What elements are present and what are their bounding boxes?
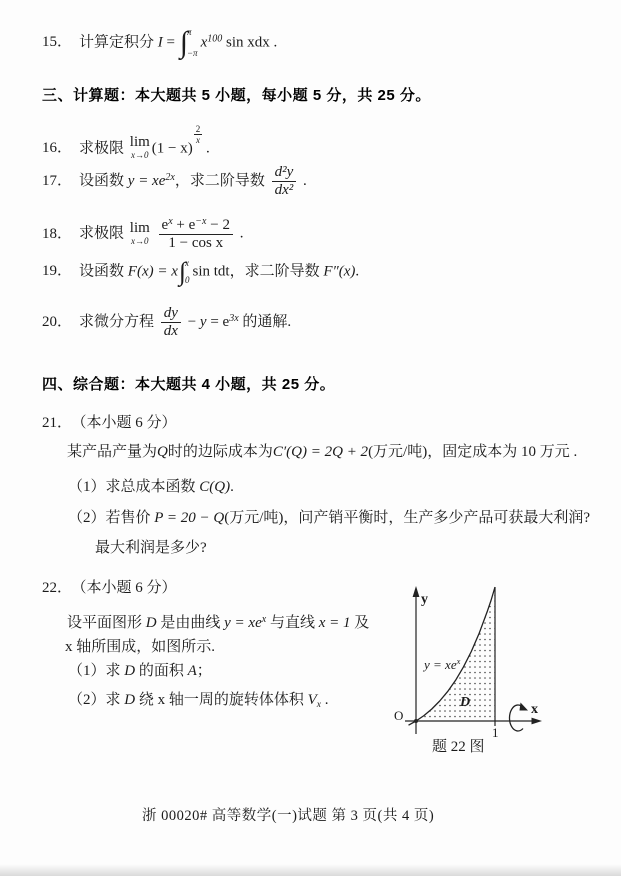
q18-num-e1-exp: x: [168, 216, 173, 227]
section-heading-comp: 四、综合题：本大题共 4 小题，共 25 分。: [42, 376, 336, 393]
q20-frac-numerator: dy: [161, 305, 181, 323]
q19-second-derivative: F″(x): [323, 263, 356, 280]
question-21-item-2: [68, 508, 590, 528]
q18-num-e1: e: [161, 217, 169, 233]
rotation-arrowhead: [520, 703, 529, 711]
curve-label-exponent: x: [456, 656, 461, 666]
q21-marginal-cost: C′(Q) = 2Q + 2: [272, 444, 369, 460]
q17-function-exponent: 2x: [165, 172, 175, 184]
q22-text-pre: 设平面图形: [67, 615, 143, 631]
origin-label: O: [394, 708, 404, 723]
q18-limit: [130, 221, 150, 246]
q19-mid-text: ，求二阶导数: [229, 263, 320, 280]
question-16-number: 16．: [42, 140, 73, 157]
question-21-item-1: [68, 477, 234, 497]
q21-item1-text: （1）求总成本函数: [68, 479, 196, 495]
q22-item1-A: A: [187, 663, 197, 679]
q20-y: y: [199, 314, 207, 331]
q19-integrand: sin tdt: [192, 263, 230, 280]
question-22-number: 22．: [42, 580, 73, 596]
question-17-number: 17．: [42, 173, 73, 190]
q19-integral-limits: [185, 259, 190, 285]
question-18-lead: 求极限: [79, 225, 125, 242]
question-20-lead: 求微分方程: [79, 314, 155, 331]
q17-mid-text: ，求二阶导数: [174, 173, 265, 190]
x-axis-label: x: [531, 702, 538, 717]
q22-item1-end: ；: [196, 663, 212, 679]
question-15: [42, 28, 277, 58]
y-axis-arrowhead: [413, 586, 420, 597]
q18-num-e2: + e: [176, 217, 196, 233]
q20-frac-denominator: dx: [163, 323, 178, 340]
q22-D: D: [145, 615, 157, 631]
q21-item1-period: .: [230, 479, 234, 495]
question-21-points: （本小题 6 分）: [79, 415, 177, 431]
region-D-shading: [416, 587, 495, 721]
q15-integrand-base: x: [200, 34, 208, 51]
q22-line-eq: x = 1: [318, 615, 351, 631]
q19-period: .: [355, 263, 360, 280]
question-19: [42, 259, 359, 285]
q18-frac-denominator: 1 − cos x: [168, 235, 224, 252]
tick-1-label: 1: [492, 725, 499, 740]
limit-word: lim: [129, 219, 150, 236]
limit-subscript: x→0: [131, 235, 149, 246]
question-22-item-1: [68, 661, 212, 681]
question-21-item-2-line-2: 最大利润是多少?: [95, 540, 207, 556]
q16-base: (1 − x): [151, 140, 193, 157]
x-axis-arrowhead: [532, 718, 543, 725]
question-20: [42, 305, 291, 341]
q17-function: y = xe: [127, 173, 166, 190]
q17-frac-denominator: dx²: [274, 182, 294, 199]
q19-integral: [179, 259, 192, 285]
region-D-label: D: [460, 695, 471, 710]
q15-lower-limit: −π: [186, 48, 198, 58]
q21-text-mid: 时的边际成本为: [167, 444, 273, 460]
q18-frac-numerator: [159, 216, 233, 235]
q22-item1-mid: 的面积: [138, 663, 184, 679]
q22-text-mid1: 是由曲线: [160, 615, 221, 631]
q15-upper-limit: π: [186, 27, 192, 37]
question-22-points: （本小题 6 分）: [79, 580, 177, 596]
q21-item2-text: （2）若售价: [68, 510, 151, 526]
q20-derivative-fraction: [161, 305, 181, 341]
q21-item1-math: C(Q): [199, 479, 231, 495]
q15-period: .: [273, 34, 278, 51]
curve-equation-label: [422, 656, 461, 672]
q21-item2-math: P = 20 − Q: [154, 510, 225, 526]
q20-tail-text: 的通解.: [242, 314, 292, 331]
q19-lhs: F(x) = x: [127, 263, 178, 280]
question-19-lead: 设函数: [79, 263, 125, 280]
question-15-number: 15．: [42, 34, 73, 51]
page-footer: 浙 00020# 高等数学(一)试题 第 3 页(共 4 页): [142, 808, 435, 824]
question-18-number: 18．: [42, 225, 73, 242]
q20-equals-e: = e: [210, 314, 230, 331]
question-21-number: 21．: [42, 415, 73, 431]
q22-item1-text: （1）求: [68, 663, 121, 679]
q21-item2-post: (万元/吨)，问产销平衡时，生产多少产品可获最大利润?: [224, 510, 591, 526]
q18-num-tail: − 2: [210, 217, 230, 233]
q22-curve-exp: x: [261, 614, 267, 625]
y-axis-label: y: [421, 592, 428, 607]
q22-item2-V-subscript: x: [316, 700, 322, 710]
q18-num-e2-exp: −x: [195, 216, 207, 227]
question-20-number: 20．: [42, 314, 73, 331]
q20-minus: −: [187, 314, 197, 331]
q17-frac-numerator: d²y: [272, 164, 297, 182]
integral-symbol: ∫: [179, 26, 188, 59]
question-22-statement-1: [67, 610, 369, 633]
q15-equals: =: [166, 34, 175, 51]
question-15-lead: 计算定积分: [79, 34, 155, 51]
scan-edge-shadow: [0, 864, 621, 876]
q22-item2-D: D: [124, 692, 136, 708]
q15-integrand-tail: sin xdx: [225, 34, 270, 51]
figure-caption: 题 22 图: [432, 739, 485, 755]
q15-integral: [180, 28, 200, 58]
question-22-item-2: [68, 690, 329, 715]
figure-q22: [388, 582, 563, 767]
q22-text-post: 及: [354, 615, 370, 631]
q17-derivative-fraction: [272, 164, 297, 200]
q19-lower-limit: 0: [185, 275, 190, 285]
q16-exp-numerator: 2: [195, 124, 201, 134]
q22-item2-mid: 绕 x 轴一周的旋转体体积: [138, 692, 304, 708]
section-heading-calc: 三、计算题：本大题共 5 小题，每小题 5 分，共 25 分。: [42, 87, 431, 104]
origin-point: [414, 719, 418, 723]
q18-period: .: [239, 225, 244, 242]
q18-fraction: [159, 216, 233, 253]
q17-period: .: [303, 173, 307, 190]
question-22-statement-2: x 轴所围成，如图所示.: [65, 639, 216, 655]
q21-Q: Q: [157, 444, 168, 460]
q22-item2-text: （2）求: [68, 692, 121, 708]
question-22-title: [42, 578, 177, 598]
q21-text-pre: 某产品产量为: [67, 444, 158, 460]
curve-label-base: y = xe: [424, 657, 457, 672]
q16-exp-denominator: x: [196, 135, 200, 146]
q16-limit: [130, 135, 150, 160]
integral-symbol: ∫: [178, 257, 186, 286]
limit-word: lim: [129, 134, 150, 151]
q15-integral-limits: [187, 28, 198, 58]
q22-item2-V: V: [307, 692, 317, 708]
q22-text-mid2: 与直线: [269, 615, 315, 631]
q15-integrand-exponent: 100: [207, 33, 223, 45]
limit-subscript: x→0: [131, 150, 149, 161]
question-16-lead: 求极限: [79, 140, 125, 157]
q16-exponent-fraction: [194, 124, 203, 146]
q19-upper-limit: x: [185, 258, 189, 268]
question-21-title: [42, 413, 177, 433]
q16-period: .: [206, 140, 210, 157]
question-18: [42, 216, 243, 253]
q22-item2-end: .: [324, 692, 329, 708]
q20-exponent: 3x: [229, 313, 239, 325]
question-19-number: 19．: [42, 263, 73, 280]
question-17: [42, 164, 307, 200]
question-21-statement: [67, 442, 577, 462]
question-16: [42, 124, 210, 160]
q22-curve-eq: y = xe: [224, 615, 262, 631]
question-17-lead: 设函数: [79, 173, 125, 190]
q22-item1-D: D: [124, 663, 136, 679]
q15-lhs: I: [157, 34, 163, 51]
q21-text-post: (万元/吨)，固定成本为 10 万元 .: [368, 444, 578, 460]
